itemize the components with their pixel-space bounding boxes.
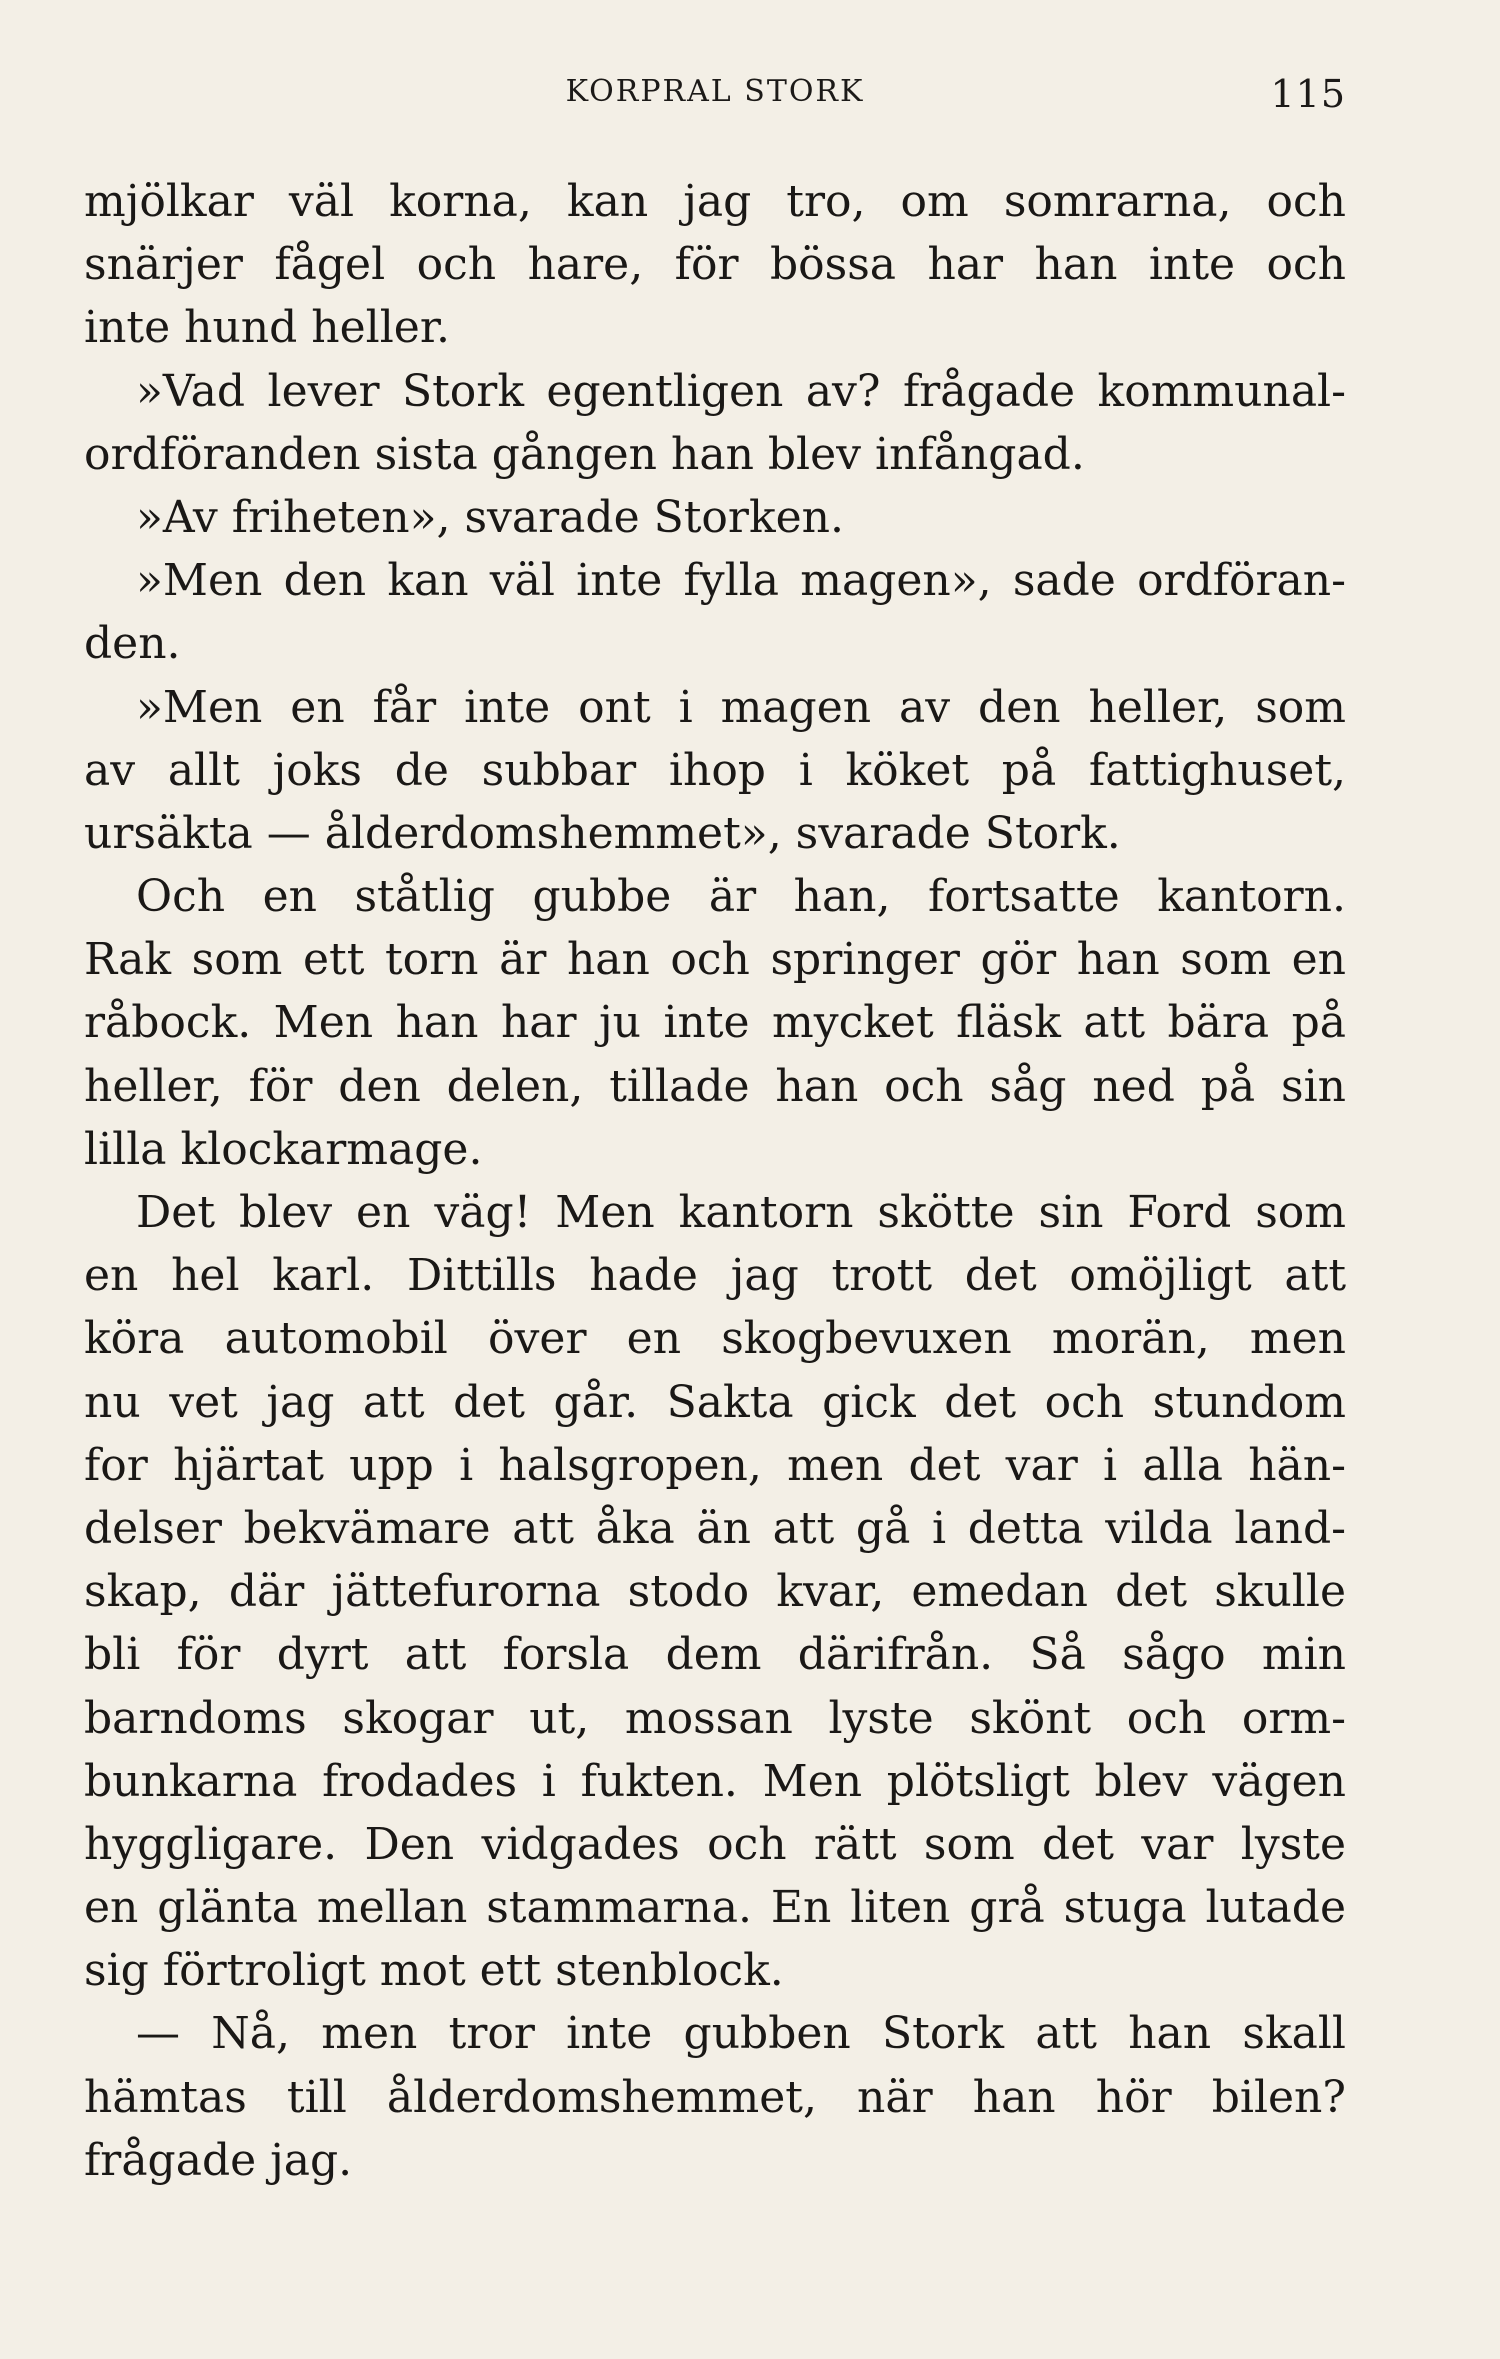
text-line: heller, för den delen, tillade han och såg ned på sin (84, 1060, 1346, 1112)
text-line: mjölkar väl korna, kan jag tro, om somrarna, och (84, 176, 1346, 227)
text-line: — Nå, men tror inte gubben Stork att han skall (136, 2008, 1346, 2060)
text-line: köra automobil över en skogbevuxen morän, men (84, 1313, 1346, 1365)
text-line: snärjer fågel och hare, för bössa har han inte och (84, 239, 1346, 291)
text-line: for hjärtat upp i halsgropen, men det var i alla hän- (84, 1439, 1346, 1491)
text-line: av allt joks de subbar ihop i köket på fattighuset, (84, 744, 1346, 796)
text-line: bunkarna frodades i fukten. Men plötsligt blev vägen (84, 1755, 1346, 1807)
text-line: ursäkta — ålderdomshemmet», svarade Stork. (84, 807, 1121, 859)
text-line: hyggligare. Den vidgades och rätt som det var lyste (84, 1818, 1346, 1870)
text-line: barndoms skogar ut, mossan lyste skönt och orm- (84, 1692, 1346, 1744)
text-line: »Av friheten», svarade Storken. (136, 491, 844, 543)
text-line: råbock. Men han har ju inte mycket fläsk att bära på (84, 997, 1346, 1049)
text-line: lilla klockarmage. (84, 1123, 483, 1175)
body-text (84, 170, 1346, 2192)
page-number: 115 (1270, 72, 1346, 116)
text-line: Och en ståtlig gubbe är han, fortsatte kantorn. (136, 871, 1346, 923)
text-line: »Vad lever Stork egentligen av? frågade kommunal- (136, 365, 1346, 417)
text-line: »Men den kan väl inte fylla magen», sade ordföran- (136, 555, 1346, 607)
text-line: skap, där jättefurorna stodo kvar, emedan det skulle (84, 1566, 1346, 1618)
text-line: sig förtroligt mot ett stenblock. (84, 1945, 784, 1997)
text-line: frågade jag. (84, 2134, 353, 2186)
text-line: inte hund heller. (84, 302, 451, 354)
text-line: bli för dyrt att forsla dem därifrån. Så sågo min (84, 1629, 1346, 1681)
text-line: »Men en får inte ont i magen av den heller, som (136, 681, 1346, 733)
text-line: hämtas till ålderdomshemmet, när han hör bilen? (84, 2071, 1346, 2123)
text-line: ordföranden sista gången han blev infångad. (84, 428, 1085, 480)
text-line: den. (84, 618, 181, 670)
text-line: en hel karl. Dittills hade jag trott det omöjligt att (84, 1250, 1346, 1302)
text-line: nu vet jag att det går. Sakta gick det och stundom (84, 1376, 1346, 1428)
text-line: en glänta mellan stammarna. En liten grå stuga lutade (84, 1882, 1346, 1934)
text-line: delser bekvämare att åka än att gå i detta vilda land- (84, 1502, 1346, 1554)
text-line: Det blev en väg! Men kantorn skötte sin Ford som (136, 1187, 1346, 1238)
page-header (84, 72, 1346, 122)
text-line: Rak som ett torn är han och springer gör han som en (84, 934, 1346, 986)
running-title: KORPRAL STORK (565, 74, 865, 109)
